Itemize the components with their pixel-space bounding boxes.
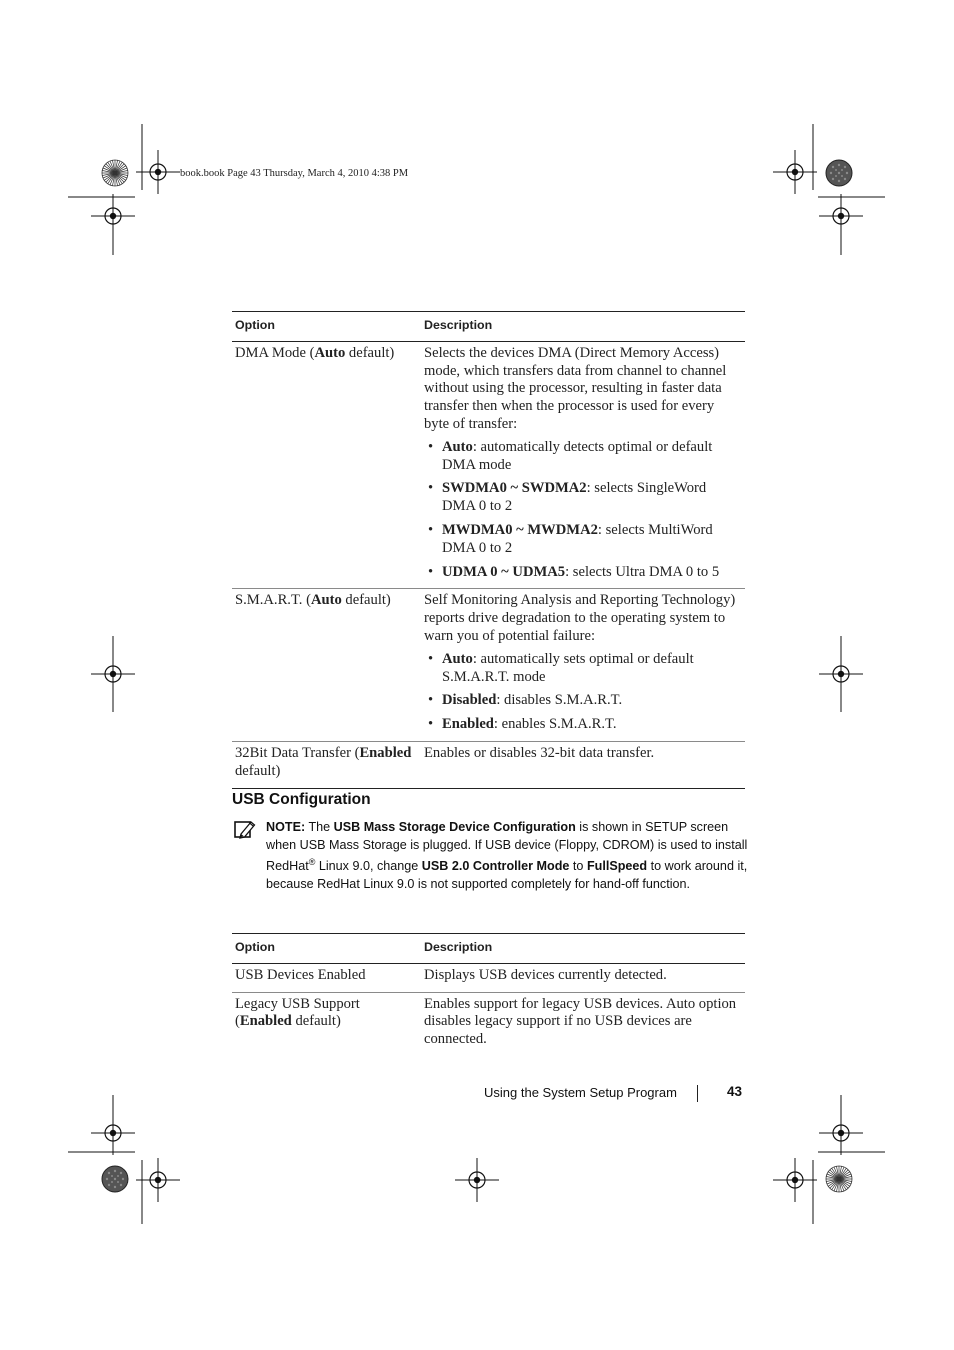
note-callout bbox=[232, 819, 752, 894]
description-cell: Selects the devices DMA (Direct Memory Access) mode, which transfers data from channel to channel without using the processor, resulting in faster data transfer then when the processor is used for every byte of transfer: • Auto: automatically detects optimal or default DMA mode • SWDMA0 ~ SWDMA2: selects SingleWord DMA 0 to 2 • MWDMA0 ~ MWDMA2: selects MultiWord DMA 0 to 2 • UDMA 0 ~ UDMA5: selects Ultra DMA 0 to 5 bbox=[421, 341, 745, 589]
table-row bbox=[232, 589, 745, 742]
bullet-list bbox=[424, 651, 742, 734]
list-item: • SWDMA0 ~ SWDMA2: selects SingleWord DMA 0 to 2 bbox=[428, 480, 707, 515]
option-cell: S.M.A.R.T. (Auto default) bbox=[232, 589, 421, 742]
list-item: • Disabled: disables S.M.A.R.T. bbox=[428, 692, 623, 709]
table-row bbox=[232, 992, 745, 1056]
description-cell: Enables support for legacy USB devices. Auto option disables legacy support if no USB devices are connected. bbox=[424, 995, 737, 1048]
list-item: • MWDMA0 ~ MWDMA2: selects MultiWord DMA 0 to 2 bbox=[428, 521, 713, 556]
list-item: • UDMA 0 ~ UDMA5: selects Ultra DMA 0 to 5 bbox=[428, 563, 720, 580]
table-row bbox=[232, 963, 745, 992]
table-row bbox=[232, 341, 745, 589]
option-cell: DMA Mode (Auto default) bbox=[232, 341, 421, 589]
list-item: • Enabled: enables S.M.A.R.T. bbox=[428, 716, 617, 733]
bullet-list bbox=[424, 439, 742, 582]
column-header-description: Description bbox=[421, 312, 745, 342]
column-header-description: Description bbox=[421, 934, 745, 964]
description-cell: Self Monitoring Analysis and Reporting Technology) reports drive degradation to the operating system to warn you of potential failure: • Auto: automatically sets optimal or default S.M.A.R.T. mode • Disabled: disables S.M.A.R.T. • Enabled: enables S.M.A.R.T. bbox=[421, 589, 745, 742]
description-cell: Displays USB devices currently detected. bbox=[421, 963, 745, 992]
option-cell: 32Bit Data Transfer (Enabled default) bbox=[232, 741, 421, 788]
list-item: • Auto: automatically detects optimal or default DMA mode bbox=[428, 438, 713, 473]
option-cell: USB Devices Enabled bbox=[232, 963, 421, 992]
section-heading: USB Configuration bbox=[232, 791, 371, 808]
description-cell: Enables or disables 32-bit data transfer. bbox=[421, 741, 745, 788]
list-item: • Auto: automatically sets optimal or default S.M.A.R.T. mode bbox=[428, 650, 694, 685]
table-header-row bbox=[232, 312, 745, 342]
column-header-option: Option bbox=[232, 934, 421, 964]
page-number: 43 bbox=[727, 1084, 743, 1099]
note-pencil-icon bbox=[234, 820, 256, 840]
footer-chapter-title: Using the System Setup Program bbox=[484, 1085, 677, 1100]
options-table-usb bbox=[232, 933, 745, 1056]
print-slug: book.book Page 43 Thursday, March 4, 2010 4:38 PM bbox=[180, 168, 409, 179]
column-header-option: Option bbox=[232, 312, 421, 342]
note-text: NOTE: The USB Mass Storage Device Configuration is shown in SETUP screen when USB Mass Storage is plugged. If USB device (Floppy, CDROM) is used to install RedHat® Linux 9.0, change USB 2.0 Controller Mode to FullSpeed to work around it, because RedHat Linux 9.0 is not supported completely for hand-off function. bbox=[266, 820, 748, 891]
footer-divider bbox=[697, 1085, 698, 1102]
options-table-dma bbox=[232, 311, 745, 789]
table-row bbox=[232, 741, 745, 788]
option-cell: Legacy USB Support (Enabled default) bbox=[235, 995, 360, 1030]
table-header-row bbox=[232, 934, 745, 964]
